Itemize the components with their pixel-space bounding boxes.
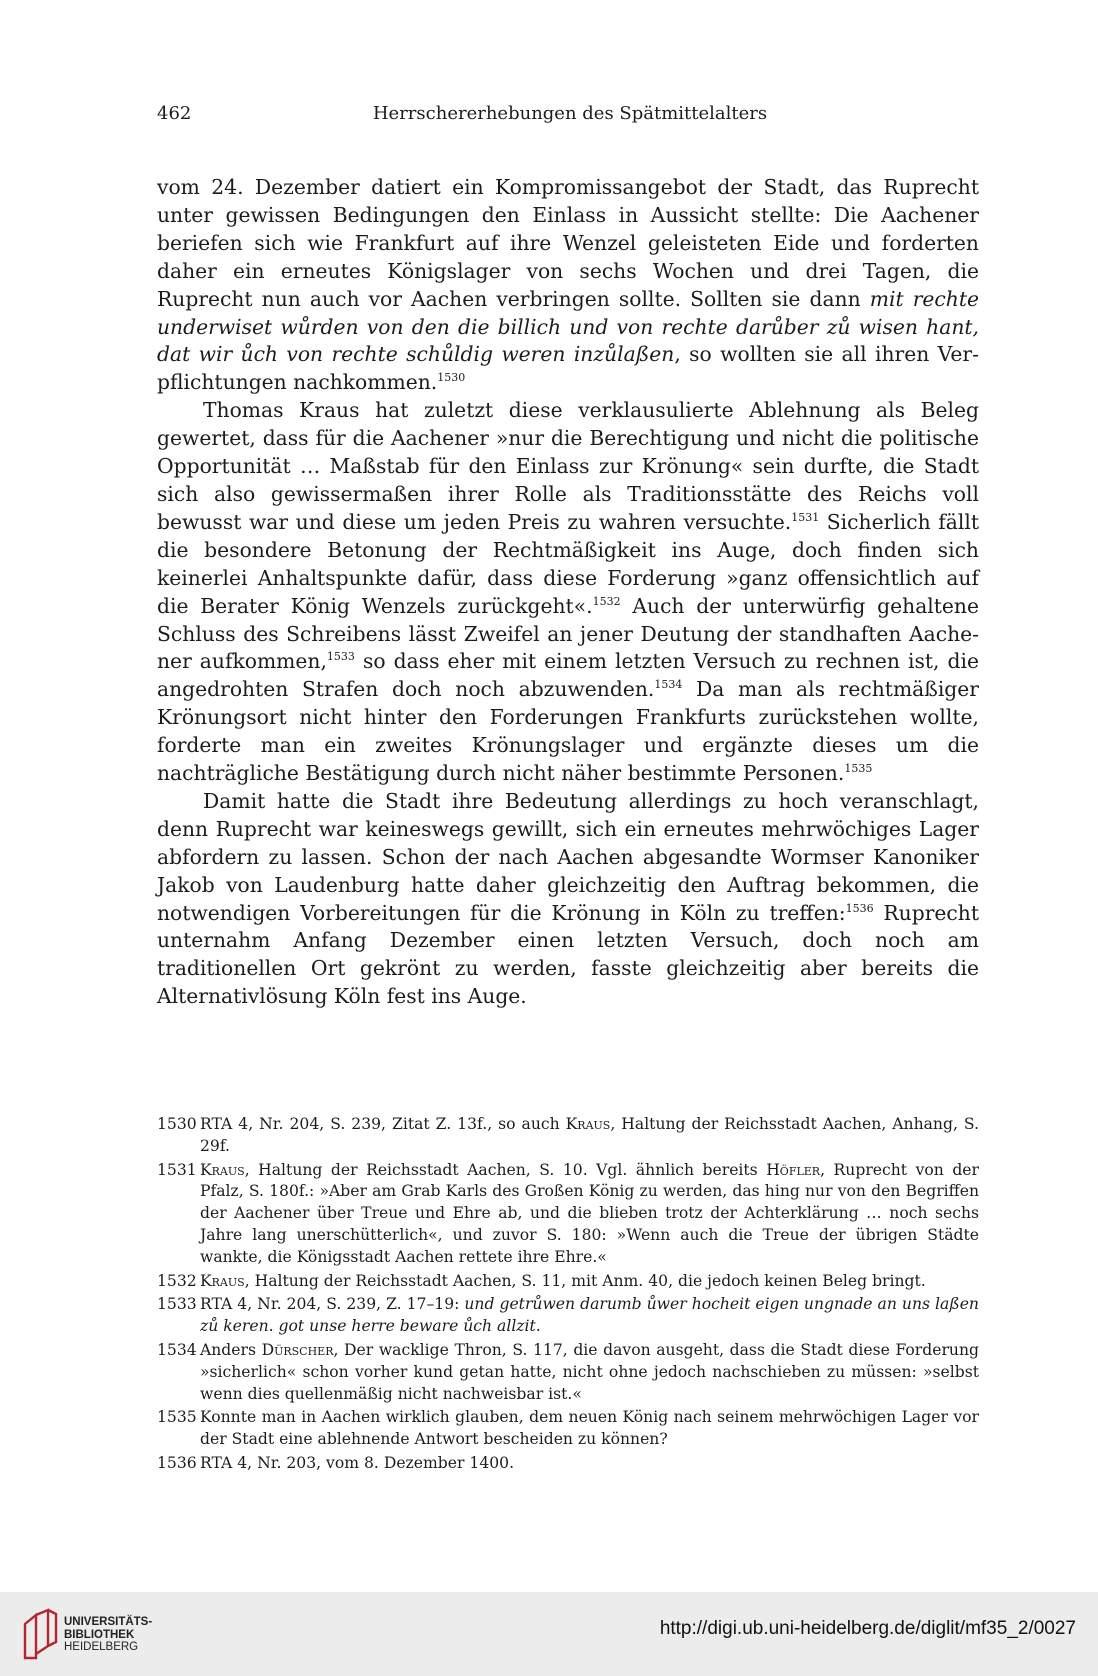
library-name[interactable]: UNIVERSITÄTS- BIBLIOTHEK HEIDELBERG	[64, 1616, 153, 1653]
footnote-1535: 1535 Konnte man in Aachen wirklich glauben, dem neuen König nach seinem mehrwöchigen Lager vor der Stadt eine ablehnende Antwort bescheiden zu können?	[157, 1408, 979, 1449]
footnote-ref-1536[interactable]: 1536	[845, 901, 874, 915]
paragraph-3: Damit hatte die Stadt ihre Bedeutung allerdings zu hoch veranschlagt, denn Ruprecht war keineswegs gewillt, sich ein erneutes mehrwöchiges Lager abfordern zu lassen. Schon der nach Aachen abgesandte Wormser Kanoniker Jakob von Laudenburg hatte daher gleichzeitig den Auftrag bekommen, die notwendigen Vorbereitungen für die Krönung in Köln zu treffen:$^{1536}$ Ruprecht unternahm Anfang Dezember einen letzten Versuch, doch noch am traditionellen Ort gekrönt zu werden, fasste gleichzeitig aber bereits die Alternativlösung Köln fest ins Auge.	[157, 788, 979, 1009]
footnote-1533: 1533 RTA 4, Nr. 204, S. 239, Z. 17–19: und getrůwen darumb ůwer hocheit eigen ungnade an uns laßen zů keren. got unse herre beware ůch allzit.	[157, 1295, 979, 1336]
footnote-number: 1532	[157, 1271, 197, 1290]
paragraph-1: vom 24. Dezember datiert ein Kompromissangebot der Stadt, das Ruprecht unter gewissen Bedingungen den Einlass in Aussicht stellte: Die Aachener beriefen sich wie Frankfurt auf ihre Wenzel geleisteten Eide und forderten daher ein erneutes Königslager von sechs Wochen und drei Tagen, die Ruprecht nun auch vor Aachen verbringen sollte. Sollten sie dann mit rechte underwiset wůrden von den die billich und von rechte darůber zů wisen hant, dat wir ůch von rechte schůldig weren inzůlaßen, so wollten sie all ihren Verpflichtungen nachkommen.$^{1530}$	[157, 175, 980, 395]
footnote-number: 1535	[157, 1408, 197, 1427]
footnote-number: 1533	[157, 1295, 197, 1314]
running-title: Herrschererhebungen des Spätmittelalters	[372, 103, 768, 124]
footnote-ref-1531[interactable]: 1531	[791, 510, 820, 524]
page-number: 462	[157, 103, 192, 124]
page-header	[157, 103, 983, 129]
quoted-source-italic: mit rechte underwiset wůrden von den die billich und von rechte darůber zů wisen hant, dat wir ůch von rechte schůldig weren inzůlaßen	[157, 286, 980, 367]
footnotes	[157, 1114, 979, 1477]
footnote-ref-1535[interactable]: 1535	[844, 762, 873, 776]
footnote-1531: 1531 Kraus, Haltung der Reichsstadt Aachen, S. 10. Vgl. ähnlich bereits Höfler, Ruprecht von der Pfalz, S. 180f.: »Aber am Grab Karls des Großen König zu werden, das hing nur von den Begriffen der Aachener über Treue und Ehre ab, und die blieben trotz der Achterklärung … noch sechs Jahre lang unerschütterlich«, und zuvor S. 180: »Wenn auch die Treue der übrigen Städte wankte, die Königsstadt Aachen rettete ihre Ehre.«	[157, 1160, 979, 1266]
footnote-number: 1530	[157, 1115, 197, 1133]
footnote-1534: 1534 Anders Dürscher, Der wacklige Thron, S. 117, die davon ausgeht, dass die Stadt diese Forderung »sicherlich« schon vorher kund getan hatte, nicht ohne jedoch nachschieben zu müssen: »selbst wenn dies quellenmäßig nicht nachweisbar ist.«	[157, 1340, 979, 1403]
paragraph-2: Thomas Kraus hat zuletzt diese verklausulierte Ablehnung als Beleg gewertet, dass für die Aachener »nur die Berechtigung und nicht die politische Opportunität … Maßstab für den Einlass zur Krönung« sein durfte, die Stadt sich also gewissermaßen ihrer Rolle als Traditionsstätte des Reichs voll bewusst war und diese um jeden Preis zu wahren versuchte.$^{1531}$ Sicherlich fällt die besondere Betonung der Rechtmäßigkeit ins Auge, doch finden sich keinerlei Anhaltspunkte dafür, dass diese Forderung »ganz offensichtlich auf die Berater König Wenzels zurückgeht«.$^{1532}$ Auch der unterwürfig gehaltene Schluss des Schreibens lässt Zweifel an jener Deutung der standhaften Aachener aufkommen,$^{1533}$ so dass eher mit einem letzten Versuch zu rechnen ist, die angedrohten Strafen doch noch abzuwenden.$^{1534}$ Da man als rechtmäßiger Krönungsort nicht hinter den Forderungen Frankfurts zurückstehen wollte, forderte man ein zweites Krönungslager und ergänzte dieses um die nachträgliche Bestätigung durch nicht näher bestimmte Personen.$^{1535}$	[157, 398, 979, 786]
footnote-ref-1534[interactable]: 1534	[654, 678, 683, 692]
footnote-1536: 1536 RTA 4, Nr. 203, vom 8. Dezember 1400.	[157, 1453, 979, 1475]
footnote-number: 1536	[157, 1453, 197, 1472]
footnote-number: 1534	[157, 1340, 197, 1359]
footnote-1530: 1530 RTA 4, Nr. 204, S. 239, Zitat Z. 13f., so auch Kraus, Haltung der Reichsstadt Aachen, Anhang, S. 29f.	[157, 1115, 979, 1155]
digital-library-footer	[0, 1592, 1098, 1676]
footnote-1532: 1532 Kraus, Haltung der Reichsstadt Aachen, S. 11, mit Anm. 40, die jedoch keinen Beleg bringt.	[157, 1271, 979, 1293]
library-logo-icon	[22, 1606, 58, 1662]
footnote-ref-1533[interactable]: 1533	[326, 650, 355, 664]
footnote-number: 1531	[157, 1160, 197, 1179]
footnote-ref-1530[interactable]: 1530	[437, 371, 466, 385]
footnote-ref-1532[interactable]: 1532	[592, 594, 621, 608]
permalink-url[interactable]: http://digi.ub.uni-heidelberg.de/diglit/mf35_2/0027	[659, 1618, 1076, 1639]
main-text	[157, 174, 979, 1011]
